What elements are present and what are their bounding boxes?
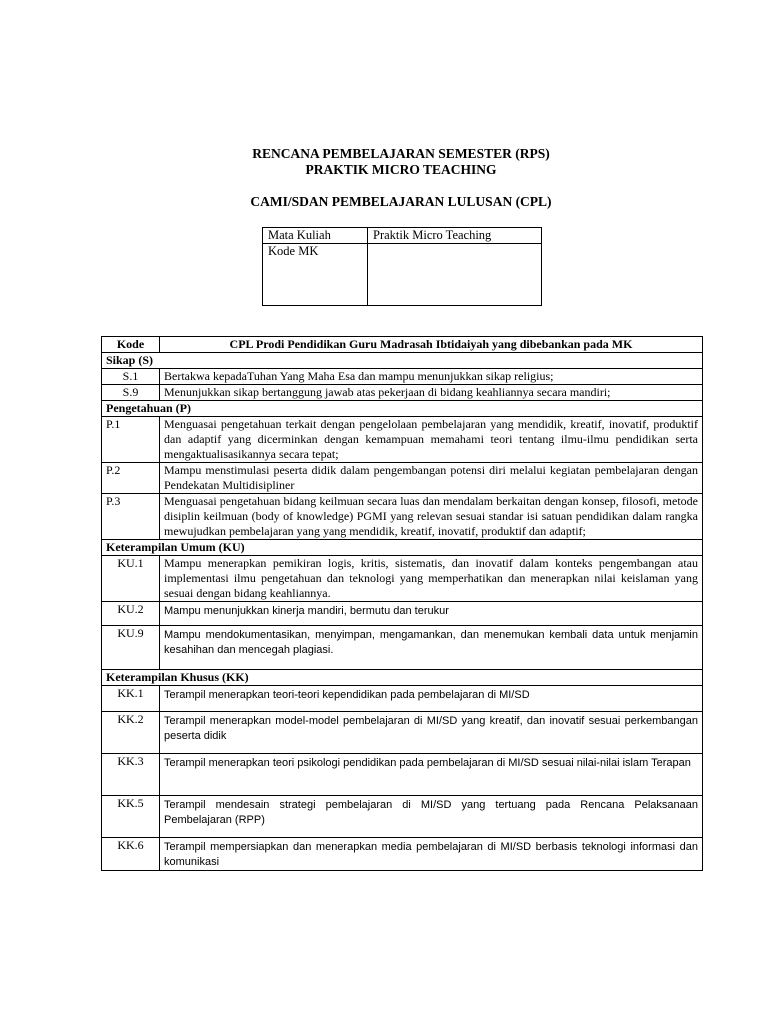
cpl-table-header (102, 337, 703, 353)
table-row (102, 463, 703, 494)
cpl-code: KK.5 (102, 796, 160, 838)
cpl-code: P.1 (102, 417, 160, 463)
column-header-cpl: CPL Prodi Pendidikan Guru Madrasah Ibtidaiyah yang dibebankan pada MK (160, 337, 703, 353)
table-row (102, 838, 703, 871)
cpl-code: P.2 (102, 463, 160, 494)
cpl-description: Mampu menstimulasi peserta didik dalam pengembangan potensi diri melalui kegiatan pembelajaran dengan Pendekatan Multidisipliner (160, 463, 703, 494)
table-row (102, 556, 703, 602)
section-row-pengetahuan (102, 401, 703, 417)
cpl-code: S.9 (102, 385, 160, 401)
cpl-description: Mampu menunjukkan kinerja mandiri, bermutu dan terukur (160, 602, 703, 626)
cpl-description: Menunjukkan sikap bertanggung jawab atas pekerjaan di bidang keahliannya secara mandiri; (160, 385, 703, 401)
cpl-code: KK.6 (102, 838, 160, 871)
cpl-code: KK.1 (102, 686, 160, 712)
course-info-row (263, 228, 542, 244)
kode-mk-value (368, 244, 542, 306)
cpl-description: Terampil menerapkan model-model pembelajaran di MI/SD yang kreatif, dan inovatif sesuai perkembangan peserta didik (160, 712, 703, 754)
course-info-row (263, 244, 542, 306)
cpl-code: P.3 (102, 494, 160, 540)
table-row (102, 369, 703, 385)
document-subtitle: CAMI/SDAN PEMBELAJARAN LULUSAN (CPL) (250, 194, 552, 209)
table-row (102, 417, 703, 463)
kode-mk-label: Kode MK (263, 244, 368, 306)
section-heading-ku: Keterampilan Umum (KU) (102, 540, 703, 556)
cpl-code: S.1 (102, 369, 160, 385)
cpl-code: KK.3 (102, 754, 160, 796)
section-heading-kk: Keterampilan Khusus (KK) (102, 670, 703, 686)
cpl-code: KK.2 (102, 712, 160, 754)
cpl-description: Bertakwa kepadaTuhan Yang Maha Esa dan mampu menunjukkan sikap religius; (160, 369, 703, 385)
section-heading-sikap: Sikap (S) (102, 353, 703, 369)
cpl-code: KU.9 (102, 626, 160, 670)
table-row (102, 754, 703, 796)
section-row-sikap (102, 353, 703, 369)
cpl-description: Terampil mendesain strategi pembelajaran di MI/SD yang tertuang pada Rencana Pelaksanaan Pembelajaran (RPP) (160, 796, 703, 838)
table-row (102, 712, 703, 754)
document-title: RENCANA PEMBELAJARAN SEMESTER (RPS) (252, 146, 550, 161)
column-header-kode: Kode (102, 337, 160, 353)
table-row (102, 385, 703, 401)
table-row (102, 494, 703, 540)
table-row (102, 686, 703, 712)
cpl-description: Mampu menerapkan pemikiran logis, kritis, sistematis, dan inovatif dalam konteks pengembangan atau implementasi ilmu pengetahuan dan teknologi yang memperhatikan dan menerapkan nilai keislaman yang sesuai dengan bidang keahliannya. (160, 556, 703, 602)
cpl-description: Mampu mendokumentasikan, menyimpan, mengamankan, dan menemukan kembali data untuk menjamin kesahihan dan mencegah plagiasi. (160, 626, 703, 670)
cpl-description: Terampil menerapkan teori-teori kependidikan pada pembelajaran di MI/SD (160, 686, 703, 712)
cpl-description: Terampil mempersiapkan dan menerapkan media pembelajaran di MI/SD berbasis teknologi informasi dan komunikasi (160, 838, 703, 871)
cpl-description: Menguasai pengetahuan terkait dengan pengelolaan pembelajaran yang mendidik, kreatif, inovatif, produktif dan adaptif yang dicerminkan dengan kemampuan memahami teori tentang ilmu-ilmu pendidikan serta mengaktualisasikannya secara tepat; (160, 417, 703, 463)
table-row (102, 626, 703, 670)
section-row-ku (102, 540, 703, 556)
cpl-code: KU.1 (102, 556, 160, 602)
document-header (0, 146, 768, 210)
document-course-title: PRAKTIK MICRO TEACHING (305, 162, 497, 177)
cpl-table (101, 336, 703, 871)
section-heading-pengetahuan: Pengetahuan (P) (102, 401, 703, 417)
table-row (102, 602, 703, 626)
cpl-code: KU.2 (102, 602, 160, 626)
course-info-table (262, 227, 542, 306)
table-row (102, 796, 703, 838)
mata-kuliah-label: Mata Kuliah (263, 228, 368, 244)
mata-kuliah-value: Praktik Micro Teaching (368, 228, 542, 244)
cpl-description: Terampil menerapkan teori psikologi pendidikan pada pembelajaran di MI/SD sesuai nilai-nilai islam Terapan (160, 754, 703, 796)
cpl-description: Menguasai pengetahuan bidang keilmuan secara luas dan mendalam berkaitan dengan konsep, filosofi, metode disiplin keilmuan (body of knowledge) PGMI yang relevan sesuai standar isi satuan pendidikan dalam rangka mewujudkan pembelajaran yang yang mendidik, kreatif, inovatif, produktif dan adaptif; (160, 494, 703, 540)
section-row-kk (102, 670, 703, 686)
